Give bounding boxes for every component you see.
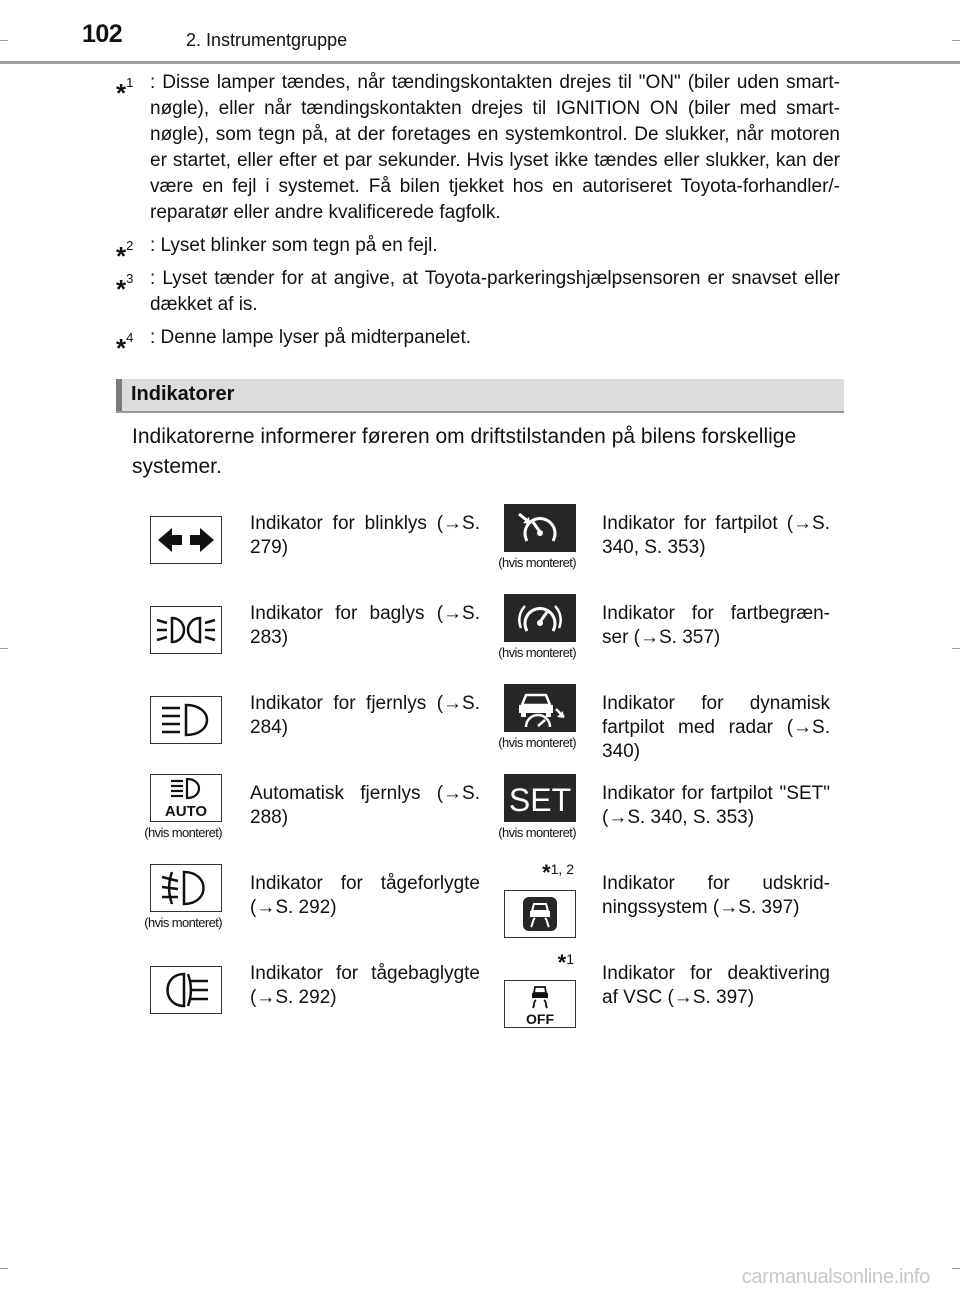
footnotes (116, 70, 840, 363)
if-equipped-note: (hvis monteret) (498, 825, 576, 840)
footnote-marker: *$^2$ (116, 238, 134, 271)
section-header (116, 379, 844, 413)
watermark: carmanualsonline.info (741, 1266, 930, 1288)
indicator-label: Automatisk fjernlys (→S. 288) (250, 783, 480, 828)
indicator-label: Indikator for tågebaglygte (→S. 292) (250, 963, 480, 1008)
indicator-turn-signal (130, 500, 484, 590)
footnote-1 (116, 70, 840, 226)
indicator-high-beam (130, 680, 484, 770)
indicator-auto-high-beam (130, 770, 484, 860)
speed-limiter-icon (504, 594, 576, 642)
footnote-2 (116, 233, 840, 271)
footnote-marker: *$^1$ (116, 75, 134, 108)
if-equipped-note: (hvis monteret) (498, 555, 576, 570)
indicator-speed-limiter (484, 590, 840, 680)
footnote-ref: *1 (557, 950, 574, 975)
indicator-row (130, 860, 840, 950)
indicator-front-fog (130, 860, 484, 950)
section-intro: Indikatorerne informerer føreren om driftstilstanden på bilens forskellige systemer. (132, 425, 797, 478)
footnote-3 (116, 266, 840, 318)
indicator-row (130, 950, 840, 1040)
indicator-table (130, 500, 840, 1040)
page-number: 102 (82, 20, 123, 48)
tail-light-icon (150, 606, 222, 654)
vsc-off-icon (504, 980, 576, 1028)
set-text: SET (509, 782, 571, 818)
footnote-marker: *$^4$ (116, 330, 134, 363)
if-equipped-note: (hvis monteret) (144, 915, 222, 930)
footnote-text: : Lyset tænder for at angive, at Toyota-parkeringshjælpsensoren er snavset eller dækket af is. (150, 268, 840, 315)
footnote-text: : Lyset blinker som tegn på en fejl. (150, 235, 438, 256)
indicator-label: Indikator for fjernlys (→S. 284) (250, 693, 480, 738)
if-equipped-note: (hvis monteret) (144, 825, 222, 840)
indicator-cruise-set (484, 770, 840, 860)
indicator-row (130, 680, 840, 770)
indicator-label: Indikator for blinklys (→S. 279) (250, 513, 480, 558)
indicator-cruise-control (484, 500, 840, 590)
indicator-label: Indikator for dynamisk fartpilot med radar (→S. 340) (602, 693, 830, 762)
footnote-text: : Disse lamper tændes, når tændingskontakten drejes til "ON" (biler uden smart-nøgle), eller når tændingskontakten drejes til IGNITION ON (biler med smart-nøgle), som tegn på, at der foretages en systemkontrol. De slukker, når motoren er startet, eller efter et par sekunder. Hvis lyset ikke tændes eller slukker, kan der være en fejl i systemet. Få bilen tjekket hos en autoriseret Toyota-forhandler/-reparatør eller andre kvalificerede fagfolk. (150, 72, 840, 223)
if-equipped-note: (hvis monteret) (498, 735, 576, 750)
crop-mark (952, 1268, 960, 1269)
rear-fog-light-icon (150, 966, 222, 1014)
indicator-label: Indikator for fartbegræn- ser (→S. 357) (602, 603, 830, 648)
indicator-vsc-off (484, 950, 840, 1040)
auto-text: AUTO (164, 803, 208, 819)
footnote-text: : Denne lampe lyser på midterpanelet. (150, 327, 472, 348)
chapter-title: 2. Instrumentgruppe (186, 30, 348, 50)
cruise-set-icon (504, 774, 576, 822)
indicator-label: Indikator for baglys (→S. 283) (250, 603, 480, 648)
auto-high-beam-icon (150, 774, 222, 822)
cruise-control-icon (504, 504, 576, 552)
indicator-row (130, 590, 840, 680)
indicator-row (130, 770, 840, 860)
header-rule (0, 61, 960, 64)
indicator-radar-cruise (484, 680, 840, 770)
indicator-slip (484, 860, 840, 950)
indicator-label: Indikator for fartpilot (→S. 340, S. 353) (602, 513, 830, 558)
footnote-marker: *$^3$ (116, 271, 134, 304)
crop-mark (0, 40, 8, 41)
section-title: Indikatorer (131, 383, 235, 405)
footnote-4 (116, 325, 840, 363)
if-equipped-note: (hvis monteret) (498, 645, 576, 660)
slip-indicator-icon (504, 890, 576, 938)
indicator-label: Indikator for deaktivering af VSC (→S. 397) (602, 963, 830, 1008)
crop-mark (0, 1268, 8, 1269)
indicator-label: Indikator for fartpilot "SET" (→S. 340, S. 353) (602, 783, 830, 828)
indicator-tail-light (130, 590, 484, 680)
off-text: OFF (526, 1011, 554, 1026)
crop-mark (952, 648, 960, 649)
indicator-rear-fog (130, 950, 484, 1040)
crop-mark (0, 648, 8, 649)
radar-cruise-icon (504, 684, 576, 732)
footnote-ref: *1, 2 (542, 860, 574, 885)
indicator-row (130, 500, 840, 590)
turn-signal-icon (150, 516, 222, 564)
crop-mark (952, 40, 960, 41)
indicator-label: Indikator for tågeforlygte (→S. 292) (250, 873, 480, 918)
front-fog-light-icon (150, 864, 222, 912)
indicator-label: Indikator for udskrid- ningssystem (→S. 397) (602, 873, 830, 918)
high-beam-icon (150, 696, 222, 744)
